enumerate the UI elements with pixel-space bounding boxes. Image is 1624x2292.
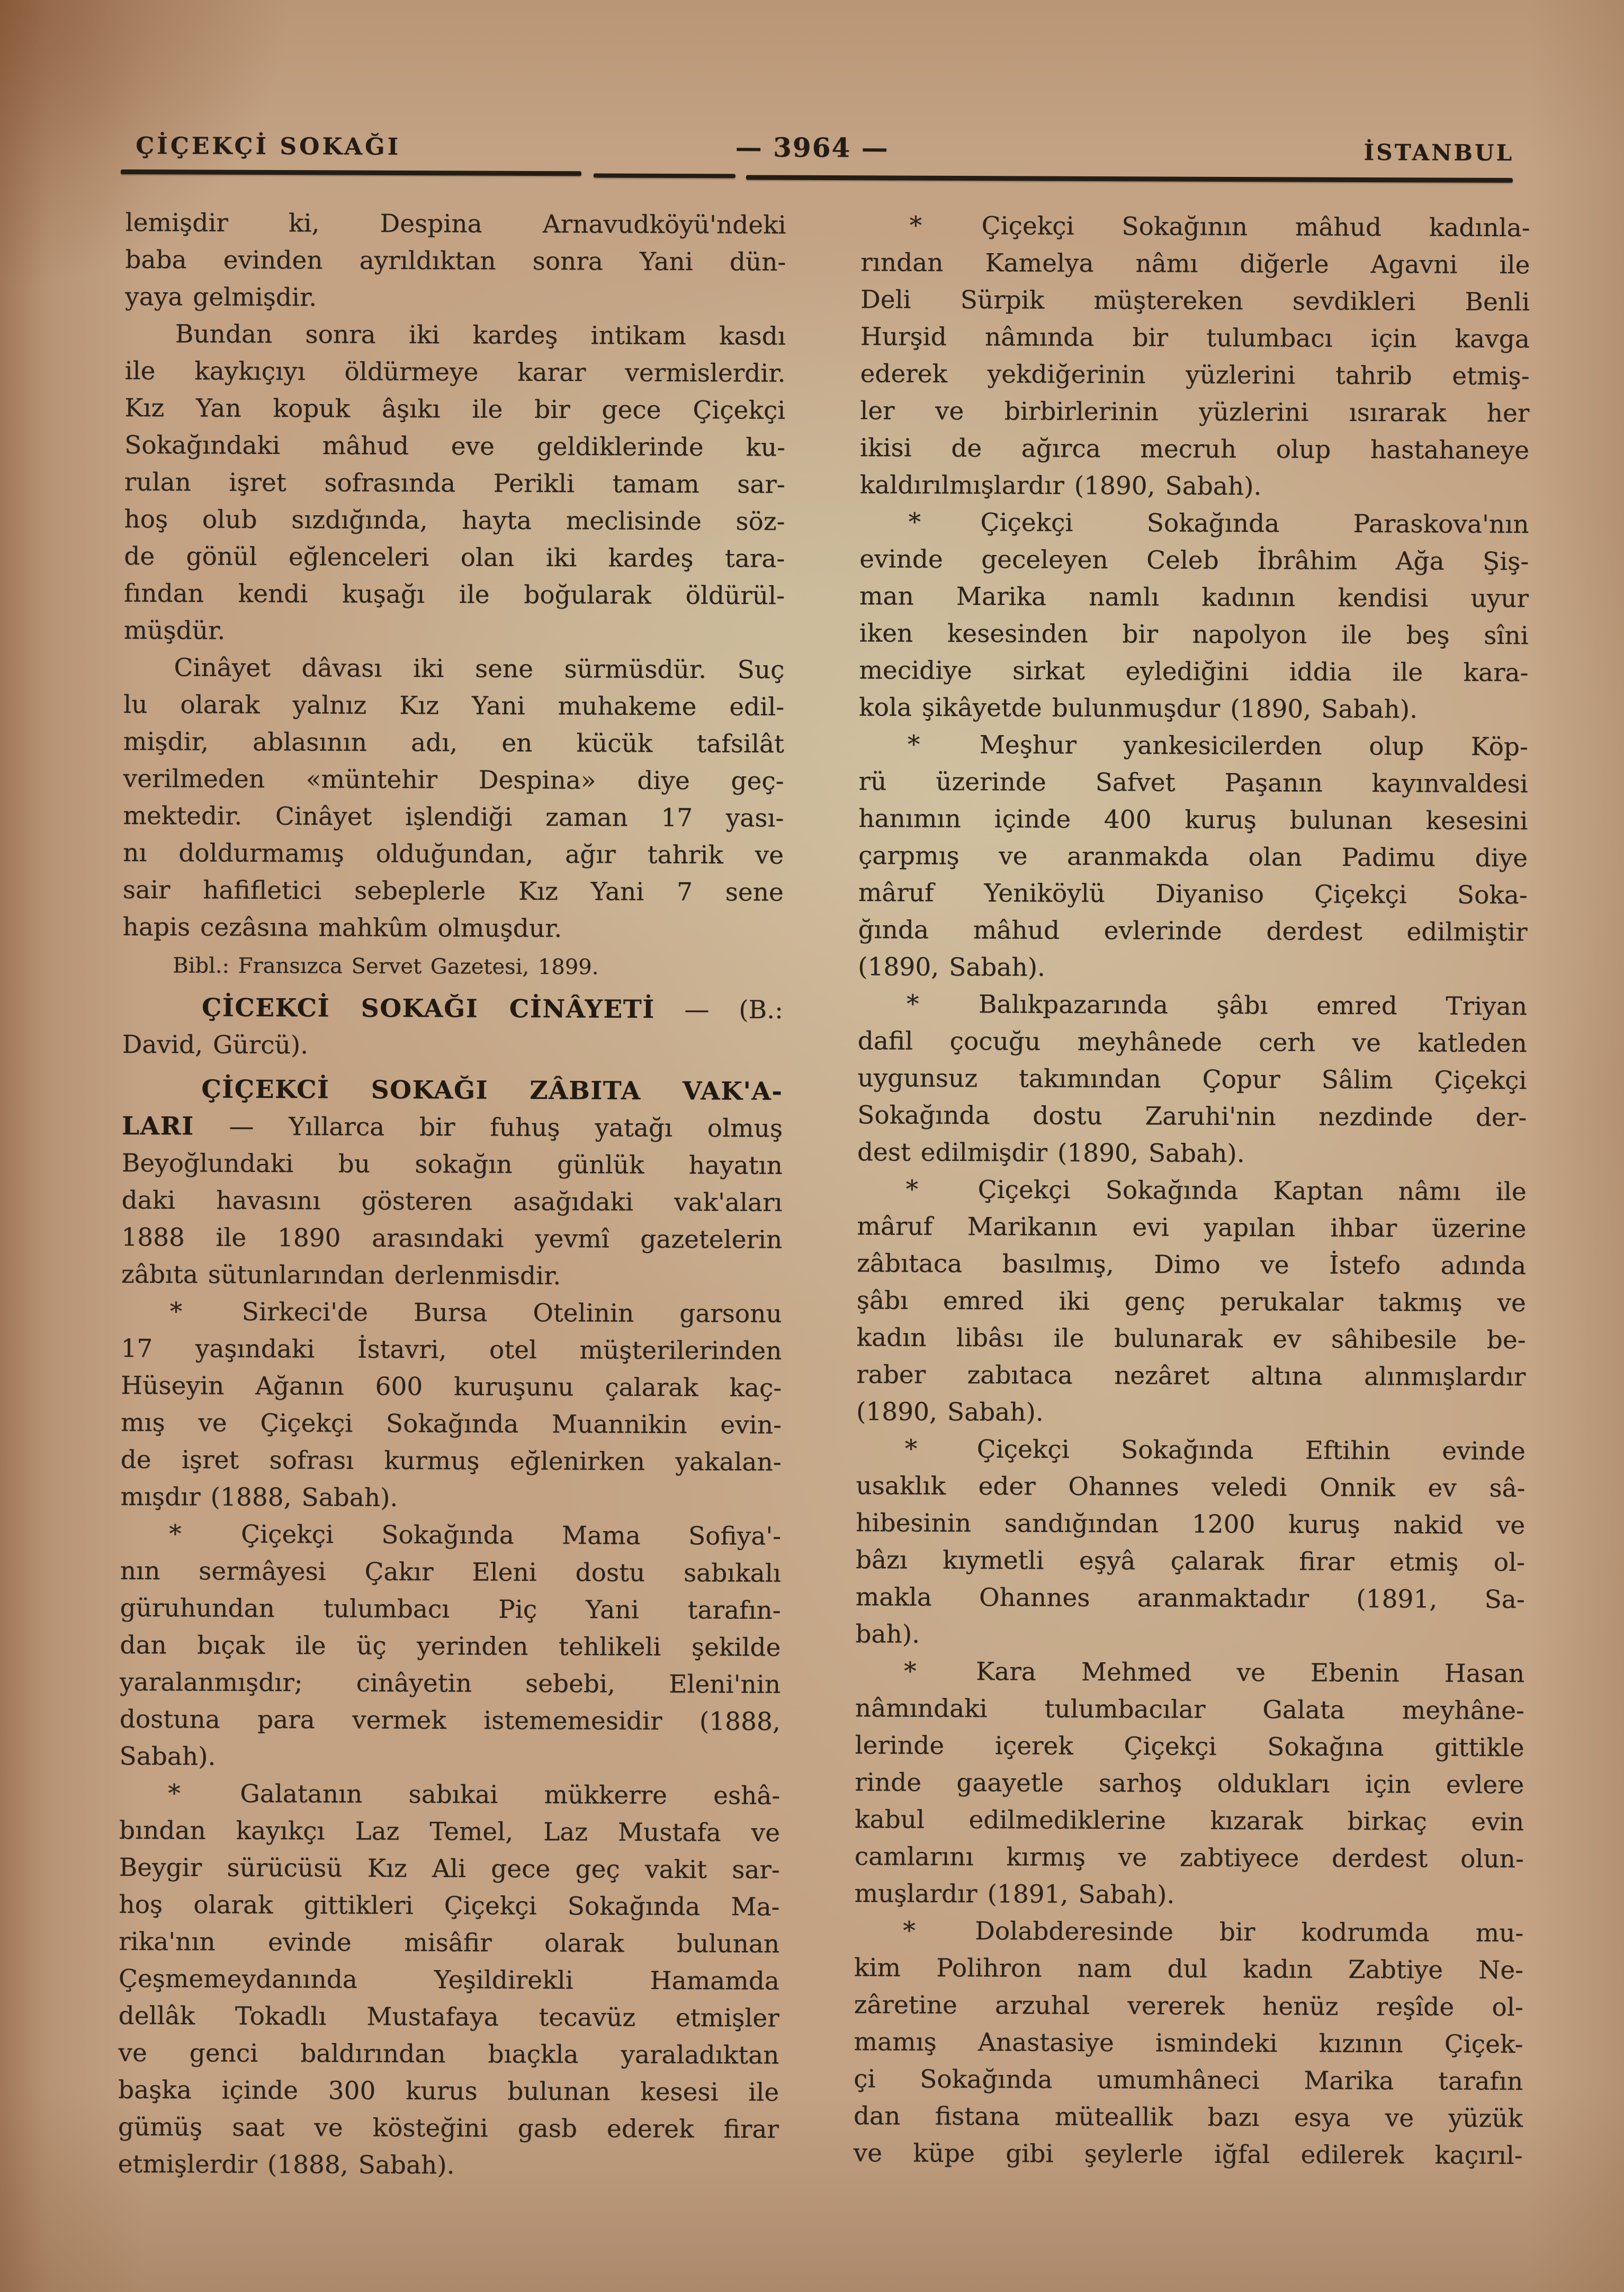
entry-asterisk: * [905, 1175, 919, 1204]
text-line: Çeşmemeydanında Yeşildirekli Hamamda [118, 1964, 779, 1996]
text-line: * Çiçekçi Sokağında Kaptan nâmı ile [857, 1171, 1526, 1211]
news-entry [853, 1912, 1523, 2174]
text-line: sair hafifletici sebeplerle Kız Yani 7 sene [122, 875, 784, 907]
text-line: zâbıtaca basılmış, Dimo ve İstefo adında [856, 1249, 1527, 1281]
paragraph [124, 316, 786, 652]
heading-text: LARI [121, 1111, 194, 1141]
text-line: rulan işret sofrasında Perikli tamam sar- [124, 467, 785, 499]
text-line: kabul edilmediklerine kızarak birkaç evin [854, 1805, 1524, 1837]
running-title-left: ÇİÇEKÇİ SOKAĞI [136, 132, 401, 160]
text-line: lerinde içerek Çiçekçi Sokağına gittikle [855, 1731, 1524, 1763]
text-line [122, 989, 783, 1029]
text-line: zâretine arzuhal vererek henüz reşîde ol- [854, 1990, 1523, 2022]
paragraph [122, 649, 784, 948]
text-line: (1890, Sabah). [856, 1397, 1044, 1427]
text-line: * Çiçekçi Sokağının mâhud kadınla- [860, 207, 1530, 247]
news-entry [859, 504, 1529, 729]
text-line: müşdür. [123, 615, 226, 646]
heading-text: ÇİCEKCİ SOKAĞI CİNÂYETİ [201, 993, 655, 1024]
text-line: de gönül eğlenceleri olan iki kardeş tara- [124, 541, 785, 574]
news-entry [119, 1516, 781, 1778]
entry-asterisk: * [908, 507, 921, 537]
text-line: * Sirkeci'de Bursa Otelinin garsonu [121, 1293, 782, 1333]
text-line: * Kara Mehmed ve Ebenin Hasan [855, 1653, 1524, 1693]
text-line: iken kesesinden bir napolyon ile beş sîni [859, 619, 1529, 651]
text-line: baba evinden ayrıldıktan sonra Yani dün- [125, 245, 786, 277]
entry-asterisk: * [903, 1916, 916, 1946]
text-line: dafil çocuğu meyhânede cerh ve katleden [857, 1026, 1527, 1059]
text-line: mâruf Yeniköylü Diyaniso Çiçekçi Soka- [858, 878, 1528, 910]
header-rule-segment [121, 169, 581, 176]
text-line: ğında mâhud evlerinde derdest edilmiştir [858, 915, 1528, 947]
news-entry [860, 207, 1530, 506]
text-line: dan bıçak ile üç yerinden tehlikeli şekilde [120, 1630, 781, 1662]
text-line: ederek yekdiğerinin yüzlerini tahrib etmiş- [860, 359, 1530, 391]
text-line: mecidiye sirkat eylediğini iddia ile kara- [859, 656, 1529, 688]
running-head [0, 0, 1624, 196]
text-line: * Çiçekçi Sokağında Eftihin evinde [856, 1430, 1526, 1470]
text-line: verilmeden «müntehir Despina» diye geç- [123, 764, 784, 796]
text-line: çarpmış ve aranmakda olan Padimu diye [858, 841, 1528, 873]
text-line: güruhundan tulumbacı Piç Yani tarafın- [120, 1593, 781, 1625]
text-line: şâbı emred iki genç perukalar takmış ve [856, 1286, 1526, 1318]
news-entry [858, 726, 1528, 988]
header-rule-segment [594, 173, 735, 178]
text-line: Beyoğlundaki bu sokağın günlük hayatın [121, 1148, 783, 1180]
text-line: kola şikâyetde bulunmuşdur (1890, Sabah). [859, 693, 1418, 724]
text-line: nâmındaki tulumbacılar Galata meyhâne- [855, 1694, 1524, 1726]
text-line: dest edilmişdir (1890, Sabah). [857, 1138, 1245, 1169]
text-line: * Galatanın sabıkai mükkerre eshâ- [119, 1775, 780, 1815]
text-line: Bibl.: Fransızca Servet Gazetesi, 1899. [173, 953, 599, 980]
text-line: nı doldurmamış olduğundan, ağır tahrik ve [122, 838, 784, 870]
text-line: mâruf Marikanın evi yapılan ihbar üzerine [857, 1212, 1527, 1244]
text-line: evinde geceleyen Celeb İbrâhim Ağa Şiş- [859, 544, 1529, 577]
text-line: ve genci baldırından bıaçkla yaraladıktan [118, 2038, 779, 2070]
text-line: mektedir. Cinâyet işlendiği zaman 17 yası- [123, 801, 784, 833]
text-line: hoş olarak gittikleri Çiçekçi Sokağında Ma- [119, 1890, 780, 1922]
text-line: kadın libâsı ile bulunarak ev sâhibesile be- [856, 1323, 1526, 1355]
left-column [118, 204, 786, 2186]
text-line: Bundan sonra iki kardeş intikam kasdı [175, 319, 786, 351]
text-line: Deli Sürpik müştereken sevdikleri Benli [860, 285, 1530, 317]
text-line: 17 yaşındaki İstavri, otel müşterilerinden [121, 1333, 782, 1366]
text-line: yaya gelmişdir. [124, 282, 317, 312]
text-line: rika'nın evinde misâfir olarak bulunan [119, 1927, 780, 1959]
text-line: Sokağında dostu Zaruhi'nin nezdinde der- [857, 1100, 1527, 1133]
text-line: ve küpe gibi şeylerle iğfal edilerek kaçırıl- [853, 2138, 1523, 2171]
entry-asterisk: * [169, 1297, 183, 1327]
text-line: usaklık eder Ohannes veledi Onnik ev sâ- [856, 1471, 1526, 1503]
text-line: rından Kamelya nâmı diğerle Agavni ile [860, 248, 1530, 280]
text-line: 1888 ile 1890 arasındaki yevmî gazetelerin [121, 1222, 783, 1255]
text-line: Beygir sürücüsü Kız Ali gece geç vakit sar- [119, 1852, 780, 1885]
text-line: dan fistana müteallik bazı esya ve yüzük [853, 2101, 1523, 2134]
text-line: lemişdir ki, Despina Arnavudköyü'ndeki [125, 208, 786, 240]
text-line: camlarını kırmış ve zabtiyece derdest olun- [854, 1842, 1524, 1874]
text-line: Hurşid nâmında bir tulumbacı için kavga [860, 322, 1530, 354]
text-line: raber zabıtaca nezâret altına alınmışlardır [856, 1360, 1526, 1392]
text-line: kaldırılmışlardır (1890, Sabah). [859, 470, 1262, 502]
text-line: rinde gaayetle sarhoş oldukları için evlere [855, 1768, 1524, 1800]
text-line: David, Gürcü). [122, 1029, 309, 1060]
news-entry [120, 1293, 782, 1518]
text-line: Cinâyet dâvası iki sene sürmüsdür. Suç [174, 653, 785, 685]
text-line: muşlardır (1891, Sabah). [854, 1879, 1175, 1910]
bibliography-note [122, 949, 783, 984]
text-line: yaralanmışdır; cinâyetin sebebi, Eleni'nin [119, 1667, 781, 1699]
text-line: dostuna para vermek istememesidir (1888, [119, 1704, 780, 1736]
text-line: çi Sokağında umumhâneci Marika tarafın [854, 2064, 1523, 2097]
news-entry [855, 1430, 1526, 1655]
text-line: ler ve birbirlerinin yüzlerini ısırarak her [860, 396, 1530, 428]
text-line: zâbıta sütunlarından derlenmisdir. [121, 1259, 561, 1291]
news-entry [854, 1653, 1524, 1915]
text-line: hoş olub sızdığında, hayta meclisinde söz- [124, 504, 785, 536]
entry-asterisk: * [907, 730, 920, 759]
text-line: mişdir, ablasının adı, en kücük tafsilât [123, 727, 784, 759]
text-line: bından kayıkçı Laz Temel, Laz Mustafa ve [119, 1815, 780, 1848]
header-rule-segment [746, 175, 1513, 183]
text-line [122, 1071, 783, 1111]
text-line: Kız Yan kopuk âşıkı ile bir gece Çiçekçi [124, 393, 786, 425]
section-heading [121, 1071, 783, 1296]
paragraph [125, 204, 786, 318]
text-line: mış ve Çiçekçi Sokağında Muannikin evin- [120, 1408, 782, 1440]
page-number: — 3964 — [735, 131, 889, 164]
section-heading [122, 989, 784, 1066]
text-line: * Çiçekçi Sokağında Paraskova'nın [859, 504, 1529, 543]
text-line: * Balıkpazarında şâbı emred Triyan [858, 986, 1527, 1025]
text-line [122, 1108, 783, 1148]
text-line: başka içinde 300 kurus bulunan kesesi ile [118, 2075, 779, 2107]
text-line: * Meşhur yankesicilerden olup Köp- [859, 726, 1528, 766]
text-line: nın sermâyesi Çakır Eleni dostu sabıkalı [120, 1556, 781, 1588]
text-line: daki havasını gösteren asağıdaki vak'aları [121, 1185, 783, 1217]
text-line: man Marika namlı kadının kendisi uyur [859, 581, 1529, 614]
text-line: * Çiçekçi Sokağında Mama Sofiya'- [120, 1516, 781, 1555]
text-line: Sabah). [119, 1741, 216, 1771]
text-line: gümüş saat ve kösteğini gasb ederek firar [118, 2112, 779, 2144]
entry-asterisk: * [904, 1434, 918, 1464]
text-line: hibesinin sandığından 1200 kuruş nakid ve [856, 1508, 1526, 1541]
text-line: (1890, Sabah). [858, 952, 1046, 982]
text-line: uygunsuz takımından Çopur Sâlim Çiçekçi [857, 1063, 1527, 1096]
text-line: Hüseyin Ağanın 600 kuruşunu çalarak kaç- [121, 1371, 782, 1403]
text-line: dellâk Tokadlı Mustafaya tecavüz etmişler [118, 2001, 779, 2033]
text-line: fından kendi kuşağı ile boğularak öldürül- [123, 578, 785, 611]
news-entry [857, 986, 1527, 1174]
body-text: — (B.: [654, 995, 784, 1025]
text-line: bah). [855, 1619, 920, 1649]
body-text: — Yıllarca bir fuhuş yatağı olmuş [194, 1112, 783, 1143]
text-line: lu olarak yalnız Kız Yani muhakeme edil- [123, 690, 785, 722]
entry-asterisk: * [904, 1657, 917, 1686]
text-line: kim Polihron nam dul kadın Zabtiye Ne- [854, 1953, 1524, 1985]
text-line: hapis cezâsına mahkûm olmuşdur. [122, 912, 562, 944]
text-line: hanımın içinde 400 kuruş bulunan kesesini [858, 804, 1528, 836]
text-line: makla Ohannes aranmaktadır (1891, Sa- [855, 1582, 1525, 1615]
text-line: bâzı kıymetli eşyâ çalarak firar etmiş ol- [855, 1545, 1526, 1578]
right-column [853, 207, 1530, 2174]
entry-asterisk: * [169, 1519, 182, 1549]
entry-asterisk: * [906, 989, 919, 1019]
text-line: mışdır (1888, Sabah). [120, 1482, 398, 1512]
text-line: Sokağındaki mâhud eve geldiklerinde ku- [124, 430, 786, 462]
text-line: etmişlerdir (1888, Sabah). [118, 2149, 455, 2180]
news-entry [118, 1775, 780, 2186]
text-line: mamış Anastasiye ismindeki kızının Çiçek- [854, 2027, 1523, 2060]
news-entry [856, 1171, 1527, 1433]
text-line: ile kaykıçıyı öldürmeye karar vermislerdir. [124, 356, 786, 388]
text-line: de işret sofrası kurmuş eğlenirken yakalan- [120, 1445, 782, 1477]
text-line: * Dolabderesinde bir kodrumda mu- [854, 1912, 1523, 1952]
text-line: rü üzerinde Safvet Paşanın kayınvaldesi [858, 767, 1528, 799]
entry-asterisk: * [909, 211, 922, 240]
entry-asterisk: * [168, 1779, 181, 1808]
text-line: ikisi de ağırca mecruh olup hastahaneye [859, 433, 1530, 465]
heading-text: ÇİÇEKCİ SOKAĞI ZÂBITA VAK'A- [201, 1075, 783, 1106]
running-title-right: İSTANBUL [1363, 139, 1514, 166]
